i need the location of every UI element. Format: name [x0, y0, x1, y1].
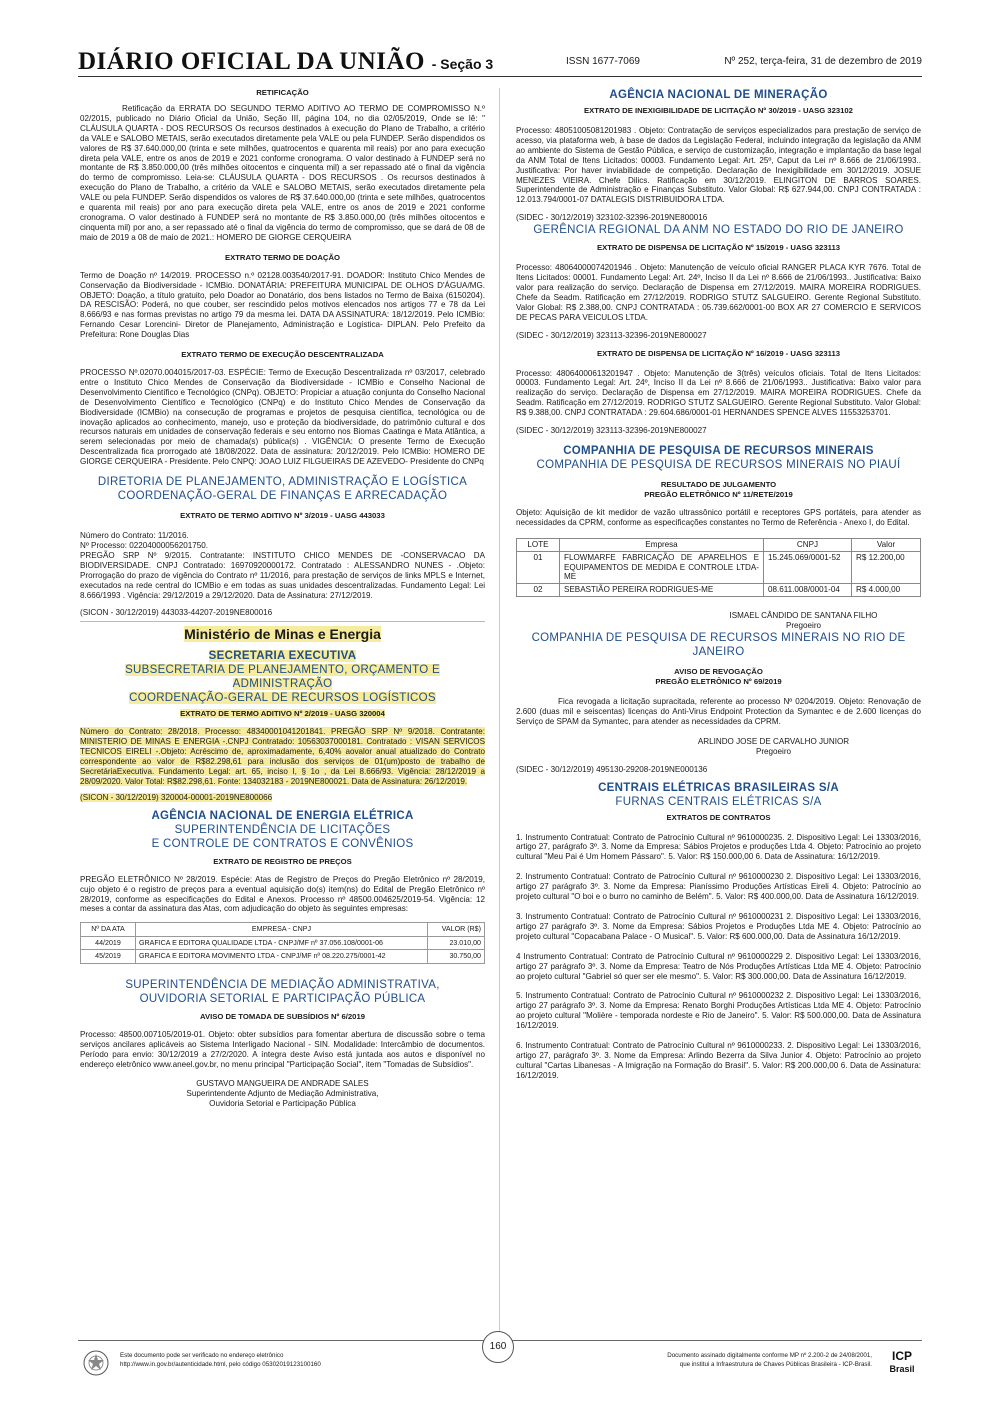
julgamento-table	[516, 538, 921, 598]
table-header: VALOR (R$)	[428, 923, 485, 937]
table-cell: FLOWMARFE FABRICAÇÃO DE APARELHOS E EQUIPAMENTOS DE MEDIDA E CONTROLE LTDA-ME	[560, 551, 764, 584]
table-header: Nº DA ATA	[81, 923, 136, 937]
signature-name: ISMAEL CÂNDIDO DE SANTANA FILHO	[729, 611, 878, 621]
org-heading: AGÊNCIA NACIONAL DE MINERAÇÃO	[609, 89, 828, 101]
org-heading: COMPANHIA DE PESQUISA DE RECURSOS MINERAIS	[563, 444, 874, 457]
table-header: LOTE	[517, 538, 560, 551]
sicon-line: (SICON - 30/12/2019) 443033-44207-2019NE800016	[80, 608, 273, 618]
contract-item: 3. Instrumento Contratual: Contrato de Patrocínio Cultural nº 9610000231 2. Dispositivo Legal: Lei 13303/2016, artigo 27 parágrafo 3º. 3. Nome da Empresa: Sábios Projetos e Produções Ltda ME 4. Objeto: Patrocínio ao projeto cultural "Copacabana Palace - O Musical". 5. Valor: R$ 600.000,00. Data de Assinatura 16/12/2019.	[516, 911, 921, 941]
contract-item: 6. Instrumento Contratual: Contrato de Patrocínio Cultural nº 9610000233. 2. Dispositivo Legal: Lei 13303/2016, artigo 27, parágrafo 3º. 3. Nome da Empresa: Arlindo Bezerra da Silva Junior 4. Objeto: Patrocínio ao projeto cultural "Cartas Libanesas - A Imigração na Formação do Brasil". 5. Valor: R$ 200.000,00 6. Data de Assinatura: 16/12/2019.	[516, 1041, 921, 1080]
section-label: - Seção 3	[431, 56, 494, 72]
org-heading: SUPERINTENDÊNCIA DE LICITAÇÕES	[174, 823, 391, 836]
signature-role: Ouvidoria Setorial e Participação Pública	[209, 1099, 356, 1109]
section-heading: EXTRATO DE DISPENSA DE LICITAÇÃO Nº 15/2019 - UASG 323113	[596, 243, 841, 253]
table-cell: R$ 4.000,00	[852, 584, 921, 597]
coat-of-arms-icon	[82, 1349, 110, 1377]
ted-text: PROCESSO Nº.02070.004015/2017-03. ESPÉCIE: Termo de Execução Descentralizada nº 03/2017, celebrado entre o Instituto Chico Mendes de Conservação da Biodiversidade - ICMBio e Conselho Nacional de Desenvolvimento Científico e Tecnológico (CNPq). OBJETO: Propiciar a atuação conjunta do Conselho Nacional de Desenvolvimento Científico e Tecnológico (CNPq) e do Instituto Chico Mendes de Conservação da Biodiversidade (ICMBio) na consecução de programas e projetos de pesquisa científica, tecnológica ou de inovação aplicados ao conhecimento, manejo, uso e proteção da biodiversidade, do patrimônio cultural e dos recursos naturais em unidades de conservação federais e seu entorno nos Biomas Caatinga e Mata Atlântica, a serem selecionadas por meio de chamada(s) pública(s) . VIGÊNCIA: O presente Termo de Execução Descentralizada fica prorrogado até 18/08/2022. Data de assinatura: 20/12/2019. Pelo ICMBio: HOMERO DE GIORGE CERQUEIRA - Presidente. Pelo CNPQ: JOAO LUIZ FILGUEIRAS DE AZEVEDO- Presidente do CNPq	[80, 368, 485, 467]
section-heading: EXTRATO DE TERMO ADITIVO Nº 2/2019 - UASG 320004	[180, 709, 385, 719]
verification-note: Este documento pode ser verificado no endereço eletrônico http://www.in.gov.br/autenticidade.html, pelo código 05302019123100160	[120, 1352, 321, 1368]
org-heading: SUPERINTENDÊNCIA DE MEDIAÇÃO ADMINISTRATIVA,	[125, 978, 440, 991]
doacao-text: Termo de Doação nº 14/2019. PROCESSO n.º 02128.003540/2017-91. DOADOR: Instituto Chico Mendes de Conservação da Biodiversidade - ICMBio. DONATÁRIA: PREFEITURA MUNICIPAL DE OLHOS D'ÁGUA/MG. OBJETO: Doação, a título gratuito, pelo Doador ao Donatário, dos bens listados no Termo de Baixa (6150204). DA RESCISÃO: Poderá, no que couber, ser rescindido pelos motivos elencados nos artigos 77 e 78 da Lei 8.666/93 e nas formas previstas no artigo 79 da mesma lei. DATA DA ASSINATURA: 18/12/2019. Pelo ICMBio: Fernando Cesar Lorencini- Diretor de Planejamento, Administração e Logística- DIPLAN. Pelo Prefeito da Prefeitura: Rone Douglas Dias	[80, 270, 485, 340]
issue-number: Nº 252, terça-feira, 31 de dezembro de 2019	[724, 56, 922, 67]
table-cell: 45/2019	[81, 950, 136, 964]
table-cell: SEBASTIÃO PEREIRA RODRIGUES-ME	[560, 584, 764, 597]
section-heading: EXTRATO TERMO DE DOAÇÃO	[224, 252, 341, 262]
right-column	[516, 88, 921, 1081]
section-heading: EXTRATO DE REGISTRO DE PREÇOS	[213, 856, 352, 866]
sidec-line: (SIDEC - 30/12/2019) 323102-32396-2019NE800016	[516, 213, 708, 223]
registro-table	[80, 922, 485, 964]
section-heading: EXTRATO DE DISPENSA DE LICITAÇÃO Nº 16/2019 - UASG 323113	[596, 348, 841, 358]
disp15-text: Processo: 48064000074201946 . Objeto: Manutenção de veículo oficial RANGER PLACA KYR 7676. Total de Itens Licitados: 00001. Fundamento Legal: Art. 24º, Inciso II da Lei nº 8.666 de 21/06/1993.. Justificativa: Baixo valor para realização do serviço. Declaração de Dispensa em 27/12/2019. MAIRA MOREIRA RODRIGUES. Chefe da Seadm. Ratificação em 27/12/2019. RODRIGO STUTZ SALGUEIRO. Gerente Regional Substituto. Valor Global: R$ 2.388,00. CNPJ CONTRATADA : 05.739.662/0001-00 BOX AR 27 COMERCIO E SERVICOS DE PECAS PARA VEICULOS LTDA.	[516, 263, 921, 322]
contract-item: 2. Instrumento Contratual: Contrato de Patrocínio Cultural nº 9610000230 2. Dispositivo Legal: Lei 13303/2016, artigo 27 parágrafo 3º. 3. Nome da Empresa: Pianíssimo Produções Artísticas Eireli 4. Objeto: Patrocínio ao projeto cultural "O boi e o burro no caminho de Belém". 5. Valor: R$ 400.000,00. Data de Assinatura 16/12/2019.	[516, 872, 921, 902]
table-row	[81, 950, 485, 964]
table-cell: 23.010,00	[428, 936, 485, 950]
table-cell: R$ 12.200,00	[852, 551, 921, 584]
signature-role: Superintendente Adjunto de Mediação Administrativa,	[186, 1089, 379, 1099]
sidec-line: (SIDEC - 30/12/2019) 323113-32396-2019NE800027	[516, 330, 707, 340]
section-heading: EXTRATOS DE CONTRATOS	[666, 812, 771, 822]
svg-text:ICP: ICP	[891, 1349, 913, 1363]
signature-role: Pregoeiro	[785, 621, 822, 631]
table-row	[517, 584, 921, 597]
sidec-line: (SIDEC - 30/12/2019) 495130-29208-2019NE000136	[516, 764, 708, 774]
signature-role: Pregoeiro	[755, 746, 792, 756]
issn: ISSN 1677-7069	[566, 56, 640, 67]
org-heading: COORDENAÇÃO-GERAL DE FINANÇAS E ARRECADAÇÃO	[117, 490, 448, 503]
org-heading: GERÊNCIA REGIONAL DA ANM NO ESTADO DO RIO DE JANEIRO	[533, 224, 904, 237]
table-cell: 02	[517, 584, 560, 597]
julg-text: Objeto: Aquisição de kit medidor de vazão ultrassônico portátil e receptores GPS portáteis, para atender as necessidades da CPRM, conforme as especificações constantes no Termo de Referência - Anexo I, do Edital.	[516, 507, 921, 527]
table-cell: 15.245.069/0001-52	[764, 551, 852, 584]
page-footer	[78, 1340, 922, 1385]
page-header	[78, 44, 922, 77]
section-heading: EXTRATO TERMO DE EXECUÇÃO DESCENTRALIZADA	[181, 350, 384, 360]
org-heading: SECRETARIA EXECUTIVA	[208, 650, 357, 663]
subsidios-text: Processo: 48500.007105/2019-01. Objeto: obter subsídios para fomentar abertura de discussão sobre o tema serviços ancilares aplicáveis ao Sistema Interligado Nacional - SIN. Modalidade: Intercâmbio de documentos. Período para envio: 30/12/2019 a 27/2/2020. A íntegra deste Aviso está juntada aos autos e disponível no endereço eletrônico www.aneel.gov.br, no menu principal "Participação Social", item "Tomadas de Subsídios".	[80, 1029, 485, 1069]
column-divider	[499, 88, 500, 1333]
org-heading: COORDENAÇÃO-GERAL DE RECURSOS LOGÍSTICOS	[129, 692, 436, 705]
org-heading: AGÊNCIA NACIONAL DE ENERGIA ELÉTRICA	[151, 809, 414, 822]
icp-brasil-logo-icon	[882, 1343, 922, 1383]
org-heading: COMPANHIA DE PESQUISA DE RECURSOS MINERAIS NO PIAUÍ	[536, 458, 901, 471]
signature-name: ARLINDO JOSE DE CARVALHO JUNIOR	[697, 736, 850, 746]
sidec-line: (SIDEC - 30/12/2019) 323113-32396-2019NE800027	[516, 426, 707, 436]
sicon-line: (SICON - 30/12/2019) 320004-00001-2019NE800066	[80, 792, 273, 802]
table-cell: GRAFICA E EDITORA MOVIMENTO LTDA - CNPJ/MF nº 08.220.275/0001-42	[136, 950, 428, 964]
table-cell: 08.611.008/0001-04	[764, 584, 852, 597]
table-row	[81, 936, 485, 950]
aditivo2-text: Número do Contrato: 28/2018. Processo: 48340001041201841. PREGÃO SRP Nº 9/2018. Contratante: MINISTERIO DE MINAS E ENERGIA -.CNPJ Contratado: 10563037000181. Contratado : VISAN SERVICOS TECNICOS EIRELI -.Objeto: Acréscimo de, aproximadamente, 6,40% aovalor anual atualizado do Contrato correspondente ao valor de R$82.298,61 para inclusão dos serviços de 01(um)posto de trabalho de SecretáriaExecutiva. Fundamento Legal: art. 65, inciso I, § 1o , da Lei 8.666/93. Vigência: 28/12/2019 a 28/09/2020. Valor Total: R$82.298,61. Fonte: 134032183 - 2019NE800021. Data de Assinatura: 26/12/2019.	[80, 727, 485, 786]
signature-note: Documento assinado digitalmente conforme MP nº 2.200-2 de 24/08/2001, que institui a Infraestrutura de Chaves Públicas Brasileira - ICP-Brasil.	[667, 1352, 872, 1368]
journal-title: DIÁRIO OFICIAL DA UNIÃO - Seção 3	[78, 48, 494, 75]
table-cell: GRAFICA E EDITORA QUALIDADE LTDA - CNPJ/MF nº 37.056.108/0001-06	[136, 936, 428, 950]
page-number: 160	[482, 1331, 514, 1363]
section-heading: PREGÃO ELETRÔNICO Nº 69/2019	[655, 677, 782, 687]
retificacao-text: Retificação da ERRATA DO SEGUNDO TERMO ADITIVO AO TERMO DE COMPROMISSO N.º 02/2015, publicado no Diário Oficial da União, Seção III, página 104, no dia 02/05/2019, Onde se lê: " CLÁUSULA QUARTA - DOS RECURSOS Os recursos destinados à execução do Plano de Trabalho, a critério da VALE e SALOBO METAIS, serão executados diretamente pela VALE ou pela FUNDEP. Serão dispendidos os valores de R$ 37.640.000,00 (trinta e sete milhões, quatrocentos e quarenta mil reais) por ano para execução direta pela VALE, entre os anos de 2019 e 2021 conforme cronograma. O valor destinado à FUNDEP será no montante de R$ 3.850.000,00 (três milhões oitocentos e cinquenta mil) a ser repassado até o final da vigência do termo de compromisso. Leia-se: CLÁUSULA QUARTA - DOS RECURSOS . Os recursos destinados à execução do Plano de Trabalho, a critério da VALE e SALOBO METAIS, serão executados diretamente pela VALE ou pela FUNDEP. Serão dispendidos os valores de R$ 37.640.000,00 (trinta e sete milhões, quatrocentos e quarenta mil reais) por ano para execução direta pela VALE, entre os anos de 2019 e 2021 conforme cronograma. O valor destinado à FUNDEP será no montante de R$ 3.850.000,00 (três milhões oitocentos e cinquenta mil) por ano, a ser repassado até o final da vigência do termo de compromisso, que se dará de 08 de maio de 2019 a 08 de maio de 2021.: HOMERO DE GIORGE CERQUEIRA	[80, 104, 485, 242]
registro-text: PREGÃO ELETRÔNICO Nº 28/2019. Espécie: Atas de Registro de Preços do Pregão Eletrônico nº 28/2019, cujo objeto é o registro de preços para a eventual aquisição do(s) item(ns) do Edital de Pregão Eletrônico nº 28/2019, conforme as especificações do Edital e Anexos. Processo nº 48500.004625/2019-54. Vigência: 12 meses a contar da assinatura das Atas, com adjudicação do objeto às seguintes empresas:	[80, 874, 485, 914]
table-cell: 44/2019	[81, 936, 136, 950]
table-header: Valor	[852, 538, 921, 551]
divider	[80, 621, 485, 622]
table-row	[517, 551, 921, 584]
table-cell: 30.750,00	[428, 950, 485, 964]
org-heading: FURNAS CENTRAIS ELÉTRICAS S/A	[615, 795, 822, 808]
disp16-text: Processo: 48064000613201947 . Objeto: Manutenção de 3(três) veículos oficiais. Total de Itens Licitados: 00003. Fundamento Legal: Art. 24º, Inciso II da Lei nº 8.666 de 21/06/1993.. Justificativa: Baixo valor para realização do serviço. Declaração de Dispensa em 27/12/2019. MAIRA MOREIRA RODRIGUES. Chefe da Seadm. Ratificação em 27/12/2019. RODRIGO STUTZ SALGUEIRO. Gerente Regional Substituto. Valor Global: R$ 9.388,00. CNPJ CONTRATADA : 29.604.686/0001-01 HERNANDES SPENCE ALVES 11553253701.	[516, 368, 921, 418]
contract-item: 4 Instrumento Contratual: Contrato de Patrocínio Cultural nº 9610000229 2. Dispositivo Legal: Lei 13303/2016, artigo 27 parágrafo 3º. 3. Nome da Empresa: Teatro de Nós Produções Artísticas Ltda ME 4. Objeto: Patrocínio ao projeto cultural "Gabriel só quer ser ele mesmo". 5. Valor: R$ 300.000,00. Data de Assinatura 16/12/2019.	[516, 951, 921, 981]
contract-item: 1. Instrumento Contratual: Contrato de Patrocínio Cultural nº 9610000235. 2. Dispositivo Legal: Lei 13303/2016, artigo 27, parágrafo 3º. 3. Nome da Empresa: Sábios Projetos e produções Ltda 4. Objeto: Patrocínio ao projeto cultural "Meu Pai é Um Homem Pássaro". 5. Valor: R$ 150.000,00 6. Data de Assinatura: 16/12/2019.	[516, 832, 921, 862]
signature-name: GUSTAVO MANGUEIRA DE ANDRADE SALES	[196, 1079, 369, 1089]
section-heading: EXTRATO DE TERMO ADITIVO Nº 3/2019 - UASG 443033	[180, 511, 385, 521]
ministry-title: Ministério de Minas e Energia	[184, 626, 381, 643]
contract-item: 5. Instrumento Contratual: Contrato de Patrocínio Cultural nº 9610000232 2. Dispositivo Legal: Lei 13303/2016, artigo 27 parágrafo 3º. 3. Nome da Empresa: Renato Borghi Produções Artísticas Ltda ME 4. Objeto: Patrocínio ao projeto cultural "Molière - temporada nordeste e Rio de Janeiro". 5. Valor: R$ 500.000,00. Data de Assinatura 16/12/2019.	[516, 991, 921, 1031]
section-heading: RETIFICAÇÃO	[256, 88, 309, 97]
table-header: EMPRESA - CNPJ	[136, 923, 428, 937]
section-heading: AVISO DE REVOGAÇÃO	[674, 667, 763, 677]
org-heading: E CONTROLE DE CONTRATOS E CONVÊNIOS	[151, 837, 414, 850]
inex-text: Processo: 48051005081201983 . Objeto: Contratação de serviços especializados para prestação de serviço de acesso, via plataforma web, à base de dados da Legislação Federal, incluindo integração da legislação da ANM ao ambiente do Sistema de Gestão Pública, e serviço de customização, integração e implantação da base legal da ANM Total de Itens Licitados: 00003. Fundamento Legal: Art. 25º, Caput da Lei nº 8.666 de 21/06/1993.. Justificativa: Por haver inviabilidade de competição. Declaração de Inexigibilidade em 30/12/2019. JOSUE MENEZES VIEIRA. Chefe Dilics. Ratificação em 30/12/2019. ELINGITON DE BARROS SOARES. Superintendente de Administração e Finanças Substituto. Valor Global: R$ 627.944,00. CNPJ CONTRATADA : 12.013.794/0001-07 DATALEGIS DISTRIBUIDORA LTDA.	[516, 126, 921, 205]
section-heading: EXTRATO DE INEXIGIBILIDADE DE LICITAÇÃO Nº 30/2019 - UASG 323102	[584, 106, 853, 115]
org-heading: COMPANHIA DE PESQUISA DE RECURSOS MINERAIS NO RIO DE JANEIRO	[531, 632, 906, 659]
left-column	[80, 88, 485, 1109]
org-heading: CENTRAIS ELÉTRICAS BRASILEIRAS S/A	[598, 781, 839, 794]
aditivo3-text: Número do Contrato: 11/2016. Nº Processo: 02204000056201750. PREGÃO SRP Nº 9/2015. Contratante: INSTITUTO CHICO MENDES DE -CONSERVACAO DA BIODIVERSIDADE. CNPJ Contratado: 16970920000172. Contratado : ALESSANDRO NUNES - .Objeto: Prorrogação do prazo de vigência do Contrato nº 11/2016, para prestação de serviços de links MPLS e Internet, executados na rede central do ICMBio e em todas as suas unidades descentralizadas. Fundamento Legal: Lei 8.666/1993 . Vigência: 29/12/2019 a 29/12/2020. Data de Assinatura: 27/12/2019.	[80, 531, 485, 600]
table-header: CNPJ	[764, 538, 852, 551]
revog-text: Fica revogada a licitação supracitada, referente ao processo Nº 0204/2019. Objeto: Renovação de 2.600 (duas mil e seiscentas) licenças do Anti-Virus Endpoint Protection da Symantec e de 2.600 licenças do Serviço de SPAM da Symantec, para atender as necessidades da CPRM.	[516, 697, 921, 726]
section-heading: AVISO DE TOMADA DE SUBSÍDIOS Nº 6/2019	[200, 1011, 365, 1021]
org-heading: DIRETORIA DE PLANEJAMENTO, ADMINISTRAÇÃO E LOGÍSTICA	[97, 476, 468, 489]
section-heading: PREGÃO ELETRÔNICO Nº 11/RETE/2019	[644, 489, 793, 499]
svg-text:Brasil: Brasil	[889, 1364, 915, 1374]
org-heading: SUBSECRETARIA DE PLANEJAMENTO, ORÇAMENTO E ADMINISTRAÇÃO	[125, 664, 440, 691]
org-heading: OUVIDORIA SETORIAL E PARTICIPAÇÃO PÚBLICA	[139, 992, 426, 1005]
table-header: Empresa	[560, 538, 764, 551]
section-heading: RESULTADO DE JULGAMENTO	[660, 479, 777, 489]
table-cell: 01	[517, 551, 560, 584]
